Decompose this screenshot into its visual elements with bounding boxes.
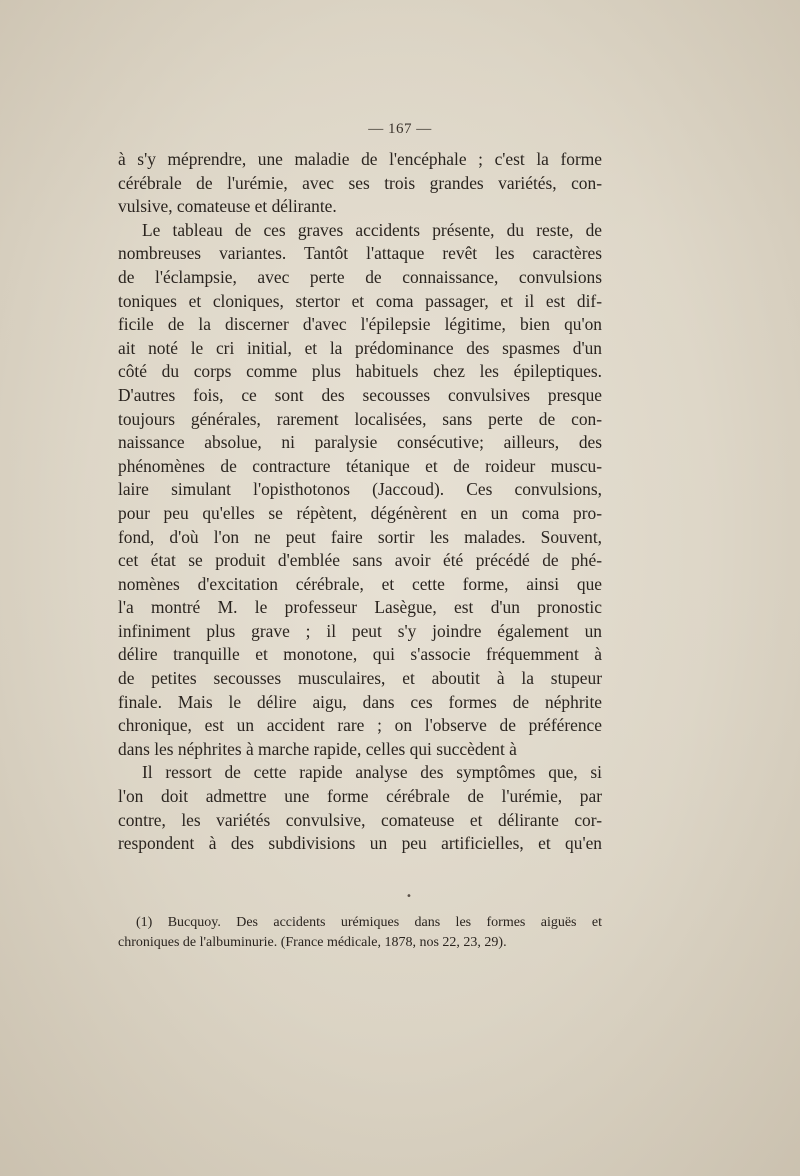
footnote-line: chroniques de l'albuminurie. (France médicale, 1878, nos 22, 23, 29).: [118, 935, 507, 950]
text-line: à s'y méprendre, une maladie de l'encéphale ; c'est la forme: [118, 149, 602, 169]
text-line: toniques et cloniques, stertor et coma passager, et il est dif-: [118, 290, 602, 311]
paragraph-3: [118, 761, 602, 855]
text-line: l'on doit admettre une forme cérébrale de l'urémie, par: [118, 786, 602, 807]
text-line: délire tranquille et monotone, qui s'associe fréquemment à: [118, 644, 602, 665]
text-line: l'a montré M. le professeur Lasègue, est d'un pronostic: [118, 597, 602, 618]
text-line: ait noté le cri initial, et la prédominance des spasmes d'un: [118, 337, 602, 358]
text-line: ficile de la discerner d'avec l'épilepsie légitime, bien qu'on: [118, 314, 602, 335]
text-line: finale. Mais le délire aigu, dans ces formes de néphrite: [118, 691, 602, 712]
text-line: nombreuses variantes. Tantôt l'attaque revêt les caractères: [118, 243, 602, 264]
text-line: respondent à des subdivisions un peu artificielles, et qu'en: [118, 833, 602, 854]
text-line: infiniment plus grave ; il peut s'y joindre également un: [118, 620, 602, 641]
text-line: de petites secousses musculaires, et aboutit à la stupeur: [118, 668, 602, 689]
text-line: dans les néphrites à marche rapide, celles qui succèdent à: [118, 738, 517, 759]
text-line: cet état se produit d'emblée sans avoir été précédé de phé-: [118, 550, 602, 571]
text-line: de l'éclampsie, avec perte de connaissance, convulsions: [118, 266, 602, 287]
text-line: côté du corps comme plus habituels chez les épileptiques.: [118, 361, 602, 382]
page-number: — 167 —: [368, 121, 432, 137]
text-line: naissance absolue, ni paralysie consécutive; ailleurs, des: [118, 432, 602, 453]
paragraph-2: [118, 219, 602, 762]
text-line: pour peu qu'elles se répètent, dégénèrent en un coma pro-: [118, 502, 602, 523]
footnote: [118, 913, 602, 953]
text-line: D'autres fois, ce sont des secousses convulsives presque: [118, 384, 602, 405]
text-line: laire simulant l'opisthotonos (Jaccoud). Ces convulsions,: [118, 479, 602, 500]
text-line: nomènes d'excitation cérébrale, et cette forme, ainsi que: [118, 573, 602, 594]
text-line: chronique, est un accident rare ; on l'observe de préférence: [118, 715, 602, 736]
footnote-line: (1) Bucquoy. Des accidents urémiques dans les formes aiguës et: [136, 915, 602, 930]
text-line: fond, d'où l'on ne peut faire sortir les malades. Souvent,: [118, 526, 602, 547]
text-line: cérébrale de l'urémie, avec ses trois grandes variétés, con-: [118, 172, 602, 193]
text-line: Le tableau de ces graves accidents présente, du reste, de: [142, 219, 602, 240]
text-line: phénomènes de contracture tétanique et de roideur muscu-: [118, 455, 602, 476]
text-line: Il ressort de cette rapide analyse des symptômes que, si: [142, 762, 602, 783]
text-line: contre, les variétés convulsive, comateuse et délirante cor-: [118, 809, 602, 830]
text-line: toujours générales, rarement localisées, sans perte de con-: [118, 408, 602, 429]
paragraph-1: [118, 148, 602, 219]
text-line: vulsive, comateuse et délirante.: [118, 196, 337, 217]
bullet-mark: •: [406, 891, 412, 902]
body-text: [118, 148, 602, 856]
